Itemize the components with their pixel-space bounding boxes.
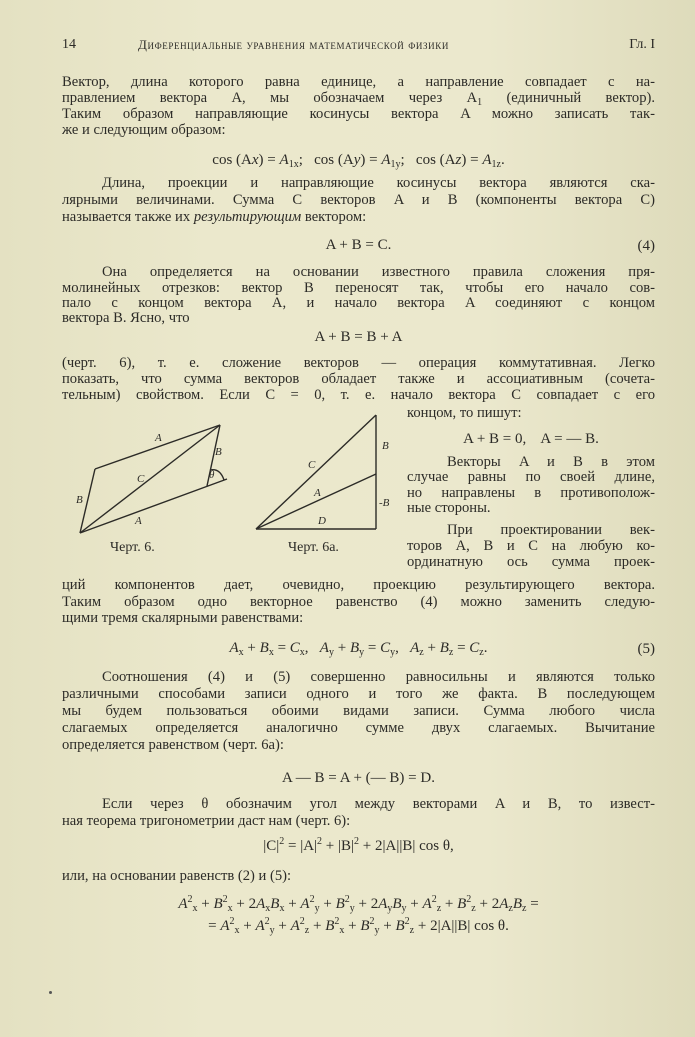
- text-run: ; cos (A: [400, 152, 456, 168]
- figure-6a-caption: Черт. 6а.: [288, 540, 339, 555]
- math-symbol: [381, 152, 400, 168]
- symbol-base: B: [270, 896, 280, 912]
- subscript: y: [269, 925, 275, 936]
- equation-number-4: (4): [637, 238, 655, 254]
- text-run: Если через θ обозначим угол между векторами A и B, то извест-: [102, 796, 655, 812]
- text-line: [62, 295, 655, 311]
- superscript: 2: [264, 916, 270, 927]
- subscript: y: [390, 647, 396, 658]
- text-run: ) =: [258, 152, 280, 168]
- symbol-base: A: [290, 918, 300, 934]
- math-symbol: [396, 918, 415, 934]
- formula-cos: [62, 150, 655, 170]
- vector-a-bottom: [80, 479, 227, 533]
- subscript: x: [227, 903, 233, 914]
- text-run: Вектор, длина которого равна единице, а направление совпадает с на-: [62, 74, 655, 90]
- text-run: ; cos (A: [298, 152, 354, 168]
- text-run: +: [274, 918, 291, 934]
- label-c: C: [308, 459, 316, 471]
- symbol-base: x: [251, 152, 259, 168]
- symbol-base: A: [482, 152, 492, 168]
- text-run: молинейных отрезков: вектор B переносят так, чтобы его начало сов-: [62, 280, 655, 296]
- subscript: y: [349, 903, 355, 914]
- text-run: тельным) свойством. Если C = 0, т. е. начало вектора C совпадает с его: [62, 387, 655, 403]
- math-symbol: [320, 640, 334, 656]
- text-line: [62, 577, 655, 593]
- text-run: +: [309, 918, 326, 934]
- symbol-base: z: [455, 152, 462, 168]
- text-run: +: [441, 896, 458, 912]
- figure-6a-subtraction: [240, 400, 405, 545]
- text-line: [62, 106, 655, 122]
- math-symbol: [178, 896, 197, 912]
- text-run: |C|: [263, 838, 280, 854]
- symbol-base: B: [439, 640, 449, 656]
- superscript: 2: [466, 894, 472, 905]
- symbol-base: A: [410, 640, 420, 656]
- symbol-base: A: [422, 896, 432, 912]
- subscript: y: [374, 925, 380, 936]
- subscript: z: [409, 925, 415, 936]
- math-symbol: [482, 152, 501, 168]
- math-symbol: [410, 640, 424, 656]
- subscript: x: [299, 647, 305, 658]
- text-line: [62, 813, 655, 829]
- symbol-base: результирующим: [193, 209, 302, 225]
- symbol-base: C: [289, 640, 300, 656]
- text-run: +: [243, 640, 260, 656]
- label-b-left: B: [76, 494, 83, 506]
- text-run: Таким образом направляющие косинусы вектора A можно записать так-: [62, 106, 655, 122]
- text-line: [407, 469, 655, 485]
- superscript: 2: [187, 894, 193, 905]
- text-run: +: [319, 896, 336, 912]
- formula-eq4: [62, 235, 655, 255]
- label-d: D: [318, 515, 326, 527]
- formula-comm: [62, 327, 655, 347]
- text-run: пало с концом вектора A, и начало вектора A соединяют с концом: [62, 295, 655, 311]
- text-run: A + B = C.: [325, 237, 392, 253]
- text-run: ,: [304, 640, 320, 656]
- text-run: ординатную ось сумма проек-: [407, 554, 655, 570]
- symbol-base: B: [392, 896, 402, 912]
- subscript: x: [265, 903, 271, 914]
- text-line: [62, 74, 655, 90]
- math-symbol: [230, 640, 244, 656]
- text-run: +: [423, 640, 440, 656]
- text-run: + 2|A||B| cos θ.: [414, 918, 509, 934]
- label-a-bottom: A: [135, 515, 142, 527]
- text-line: [407, 554, 655, 570]
- text-run: +: [197, 896, 214, 912]
- math-symbol: [457, 896, 476, 912]
- text-run: определяется равенством (черт. 6а):: [62, 737, 284, 753]
- text-line: [62, 686, 655, 702]
- text-run: +: [333, 640, 350, 656]
- symbol-base: A: [499, 896, 509, 912]
- math-symbol: [270, 896, 284, 912]
- symbol-base: A: [319, 640, 329, 656]
- text-run: + |B|: [322, 838, 355, 854]
- text-line: [62, 610, 655, 626]
- label-b-right: B: [215, 446, 222, 458]
- text-run: показать, что сумма векторов обладает также и ассоциативным (сочета-: [62, 371, 655, 387]
- vector-c: [256, 415, 376, 529]
- text-run: + 2|A||B| cos θ,: [359, 838, 454, 854]
- label-a: A: [314, 487, 321, 499]
- text-line: [62, 122, 655, 138]
- math-symbol: [469, 640, 483, 656]
- text-run: =: [526, 896, 539, 912]
- text-line: [407, 405, 655, 421]
- text-run: мы будем пользоваться обоими видами записи. Сумма любого числа: [62, 703, 655, 719]
- math-symbol: [380, 640, 395, 656]
- subscript: x: [279, 903, 285, 914]
- text-run: ций компонентов дает, очевидно, проекцию результирующего вектора.: [62, 577, 655, 593]
- symbol-base: A: [378, 896, 388, 912]
- text-line: [62, 90, 655, 106]
- math-symbol: [252, 152, 259, 168]
- text-run: =: [273, 640, 290, 656]
- text-line: [62, 371, 655, 387]
- subscript: 1y: [390, 159, 401, 170]
- text-run: cos (A: [212, 152, 252, 168]
- text-run: (единичный вектор).: [482, 90, 655, 106]
- text-run: ,: [395, 640, 411, 656]
- text-line: [62, 175, 655, 191]
- superscript: 2: [404, 916, 410, 927]
- symbol-base: A: [255, 918, 265, 934]
- symbol-base: A: [300, 896, 310, 912]
- math-symbol: [325, 918, 344, 934]
- subscript: z: [508, 903, 513, 914]
- symbol-base: A: [256, 896, 266, 912]
- superscript: 2: [354, 836, 360, 847]
- text-run: различными способами записи одного и того же факта. В последующем: [62, 686, 655, 702]
- symbol-base: B: [335, 896, 345, 912]
- text-run: +: [379, 918, 396, 934]
- chapter-label: Гл. I: [629, 37, 655, 52]
- equation-number-5: (5): [637, 641, 655, 657]
- subscript: z: [479, 647, 484, 658]
- subscript: x: [238, 647, 244, 658]
- subscript: z: [522, 903, 527, 914]
- symbol-base: A: [279, 152, 289, 168]
- math-symbol: [423, 896, 442, 912]
- text-run: ) =: [360, 152, 382, 168]
- math-symbol: [336, 896, 355, 912]
- text-line: [62, 192, 655, 208]
- text-run: Соотношения (4) и (5) совершенно равносильны и являются только: [102, 669, 655, 685]
- text-run: + 2: [354, 896, 379, 912]
- formula-big2: [62, 916, 655, 936]
- math-symbol: [467, 90, 483, 106]
- text-line: [62, 669, 655, 685]
- text-line: [62, 703, 655, 719]
- subscript: z: [436, 903, 442, 914]
- superscript: 2: [317, 836, 323, 847]
- text-run: +: [284, 896, 301, 912]
- text-run: Векторы A и B в этом: [447, 454, 655, 470]
- vector-c-diagonal: [80, 425, 220, 533]
- text-line: [407, 454, 655, 470]
- text-line: [407, 522, 655, 538]
- text-run: называется также их: [62, 209, 194, 225]
- text-run: +: [239, 918, 256, 934]
- math-symbol: [255, 918, 274, 934]
- text-run: + 2: [232, 896, 257, 912]
- subscript: y: [387, 903, 393, 914]
- superscript: 2: [299, 916, 305, 927]
- figure-6-caption: Черт. 6.: [110, 540, 155, 555]
- text-run: .: [483, 640, 488, 656]
- superscript: 2: [369, 916, 375, 927]
- math-symbol: [220, 918, 239, 934]
- text-run: =: [208, 918, 221, 934]
- subscript: 1z: [491, 159, 501, 170]
- formula-big1: [62, 894, 655, 914]
- text-run: Таким образом одно векторное равенство (4) можно заменить следую-: [62, 594, 655, 610]
- text-run: или, на основании равенств (2) и (5):: [62, 868, 292, 884]
- math-symbol: [300, 896, 319, 912]
- superscript: 2: [344, 894, 350, 905]
- text-line: [62, 868, 655, 884]
- formula-law: [62, 836, 655, 856]
- formula-eq5: [62, 638, 655, 658]
- text-run: Она определяется на основании известного правила сложения пря-: [102, 264, 655, 280]
- symbol-base: A: [178, 896, 188, 912]
- text-run: = |A|: [284, 838, 318, 854]
- subscript: y: [328, 647, 334, 658]
- text-line: [62, 594, 655, 610]
- subscript: x: [234, 925, 240, 936]
- subscript: z: [419, 647, 424, 658]
- symbol-base: A: [381, 152, 391, 168]
- symbol-base: B: [512, 896, 522, 912]
- math-symbol: [378, 896, 392, 912]
- text-line: [407, 485, 655, 501]
- symbol-base: B: [360, 918, 370, 934]
- text-run: лярными величинами. Сумма C векторов A и B (компоненты вектора C): [62, 192, 655, 208]
- text-run: слагаемых определяется аналогично сумме двух слагаемых. Вычитание: [62, 720, 655, 736]
- symbol-base: A: [229, 640, 239, 656]
- text-line: [62, 720, 655, 736]
- text-run: A + B = B + A: [314, 329, 403, 345]
- text-run: ) =: [461, 152, 483, 168]
- text-run: случае равны по своей длине,: [407, 469, 655, 485]
- symbol-base: A: [220, 918, 230, 934]
- formula-zero: [407, 429, 655, 449]
- text-run: ные стороны.: [407, 500, 491, 516]
- text-run: A — B = A + (— B) = D.: [282, 770, 435, 786]
- text-run: =: [453, 640, 470, 656]
- symbol-base: C: [469, 640, 480, 656]
- figure-6-parallelogram: [0, 400, 260, 545]
- math-symbol: [213, 896, 232, 912]
- text-line: [407, 500, 655, 516]
- symbol-base: y: [353, 152, 361, 168]
- math-symbol: [291, 918, 310, 934]
- text-line: [62, 280, 655, 296]
- symbol-base: A: [466, 90, 478, 106]
- superscript: 2: [222, 894, 228, 905]
- subscript: z: [471, 903, 476, 914]
- text-run: A + B = 0, A = — B.: [463, 431, 599, 447]
- math-symbol: [194, 209, 301, 225]
- text-run: Длина, проекции и направляющие косинусы вектора являются ска-: [102, 175, 655, 191]
- subscript: 1: [477, 97, 483, 108]
- math-symbol: [290, 640, 305, 656]
- label-a-top: A: [155, 432, 162, 444]
- text-run: (черт. 6), т. е. сложение векторов — операция коммутативная. Легко: [62, 355, 655, 371]
- subscript: z: [304, 925, 310, 936]
- subscript: 1x: [288, 159, 299, 170]
- label-c: C: [137, 473, 145, 485]
- text-line: [407, 538, 655, 554]
- symbol-base: B: [457, 896, 467, 912]
- subscript: x: [339, 925, 345, 936]
- math-symbol: [256, 896, 270, 912]
- superscript: 2: [309, 894, 315, 905]
- text-line: [62, 737, 655, 753]
- subscript: y: [359, 647, 365, 658]
- vector-a: [256, 474, 376, 529]
- symbol-base: B: [325, 918, 335, 934]
- page-number: 14: [62, 37, 76, 52]
- scan-speck: [49, 991, 52, 994]
- label-minus-b: -B: [379, 497, 390, 509]
- text-run: правлением вектора A, мы обозначаем через: [62, 90, 467, 106]
- superscript: 2: [431, 894, 437, 905]
- text-run: щими тремя скалярными равенствами:: [62, 610, 304, 626]
- math-symbol: [440, 640, 454, 656]
- text-run: вектором:: [301, 209, 367, 225]
- math-symbol: [499, 896, 513, 912]
- subscript: y: [401, 903, 407, 914]
- superscript: 2: [229, 916, 235, 927]
- formula-sub: [62, 768, 655, 788]
- text-line: [62, 310, 655, 326]
- subscript: x: [268, 647, 274, 658]
- text-line: [62, 355, 655, 371]
- text-line: [62, 796, 655, 812]
- symbol-base: B: [213, 896, 223, 912]
- text-line: [62, 209, 655, 225]
- subscript: x: [192, 903, 198, 914]
- text-run: + 2: [475, 896, 500, 912]
- text-run: +: [344, 918, 361, 934]
- symbol-base: C: [380, 640, 391, 656]
- text-run: .: [500, 152, 505, 168]
- math-symbol: [392, 896, 406, 912]
- label-b: B: [382, 440, 389, 452]
- text-run: торов A, B и C на любую ко-: [407, 538, 655, 554]
- symbol-base: B: [349, 640, 360, 656]
- text-run: концом, то пишут:: [407, 405, 522, 421]
- math-symbol: [260, 640, 274, 656]
- text-run: =: [364, 640, 381, 656]
- text-run: вектора B. Ясно, что: [62, 310, 190, 326]
- text-run: +: [406, 896, 423, 912]
- text-line: [62, 264, 655, 280]
- symbol-base: B: [395, 918, 405, 934]
- text-run: же и следующим образом:: [62, 122, 226, 138]
- subscript: y: [314, 903, 320, 914]
- text-run: ная теорема тригонометрии даст нам (черт. 6):: [62, 813, 351, 829]
- math-symbol: [513, 896, 527, 912]
- text-run: При проектировании век-: [447, 522, 655, 538]
- text-run: но направлены в противополож-: [407, 485, 655, 501]
- math-symbol: [280, 152, 299, 168]
- superscript: 2: [279, 836, 285, 847]
- label-theta: θ: [209, 469, 215, 481]
- superscript: 2: [334, 916, 340, 927]
- subscript: z: [448, 647, 454, 658]
- math-symbol: [350, 640, 364, 656]
- symbol-base: B: [259, 640, 269, 656]
- math-symbol: [360, 918, 379, 934]
- running-title: Диференциальные уравнения математической физики: [138, 37, 449, 52]
